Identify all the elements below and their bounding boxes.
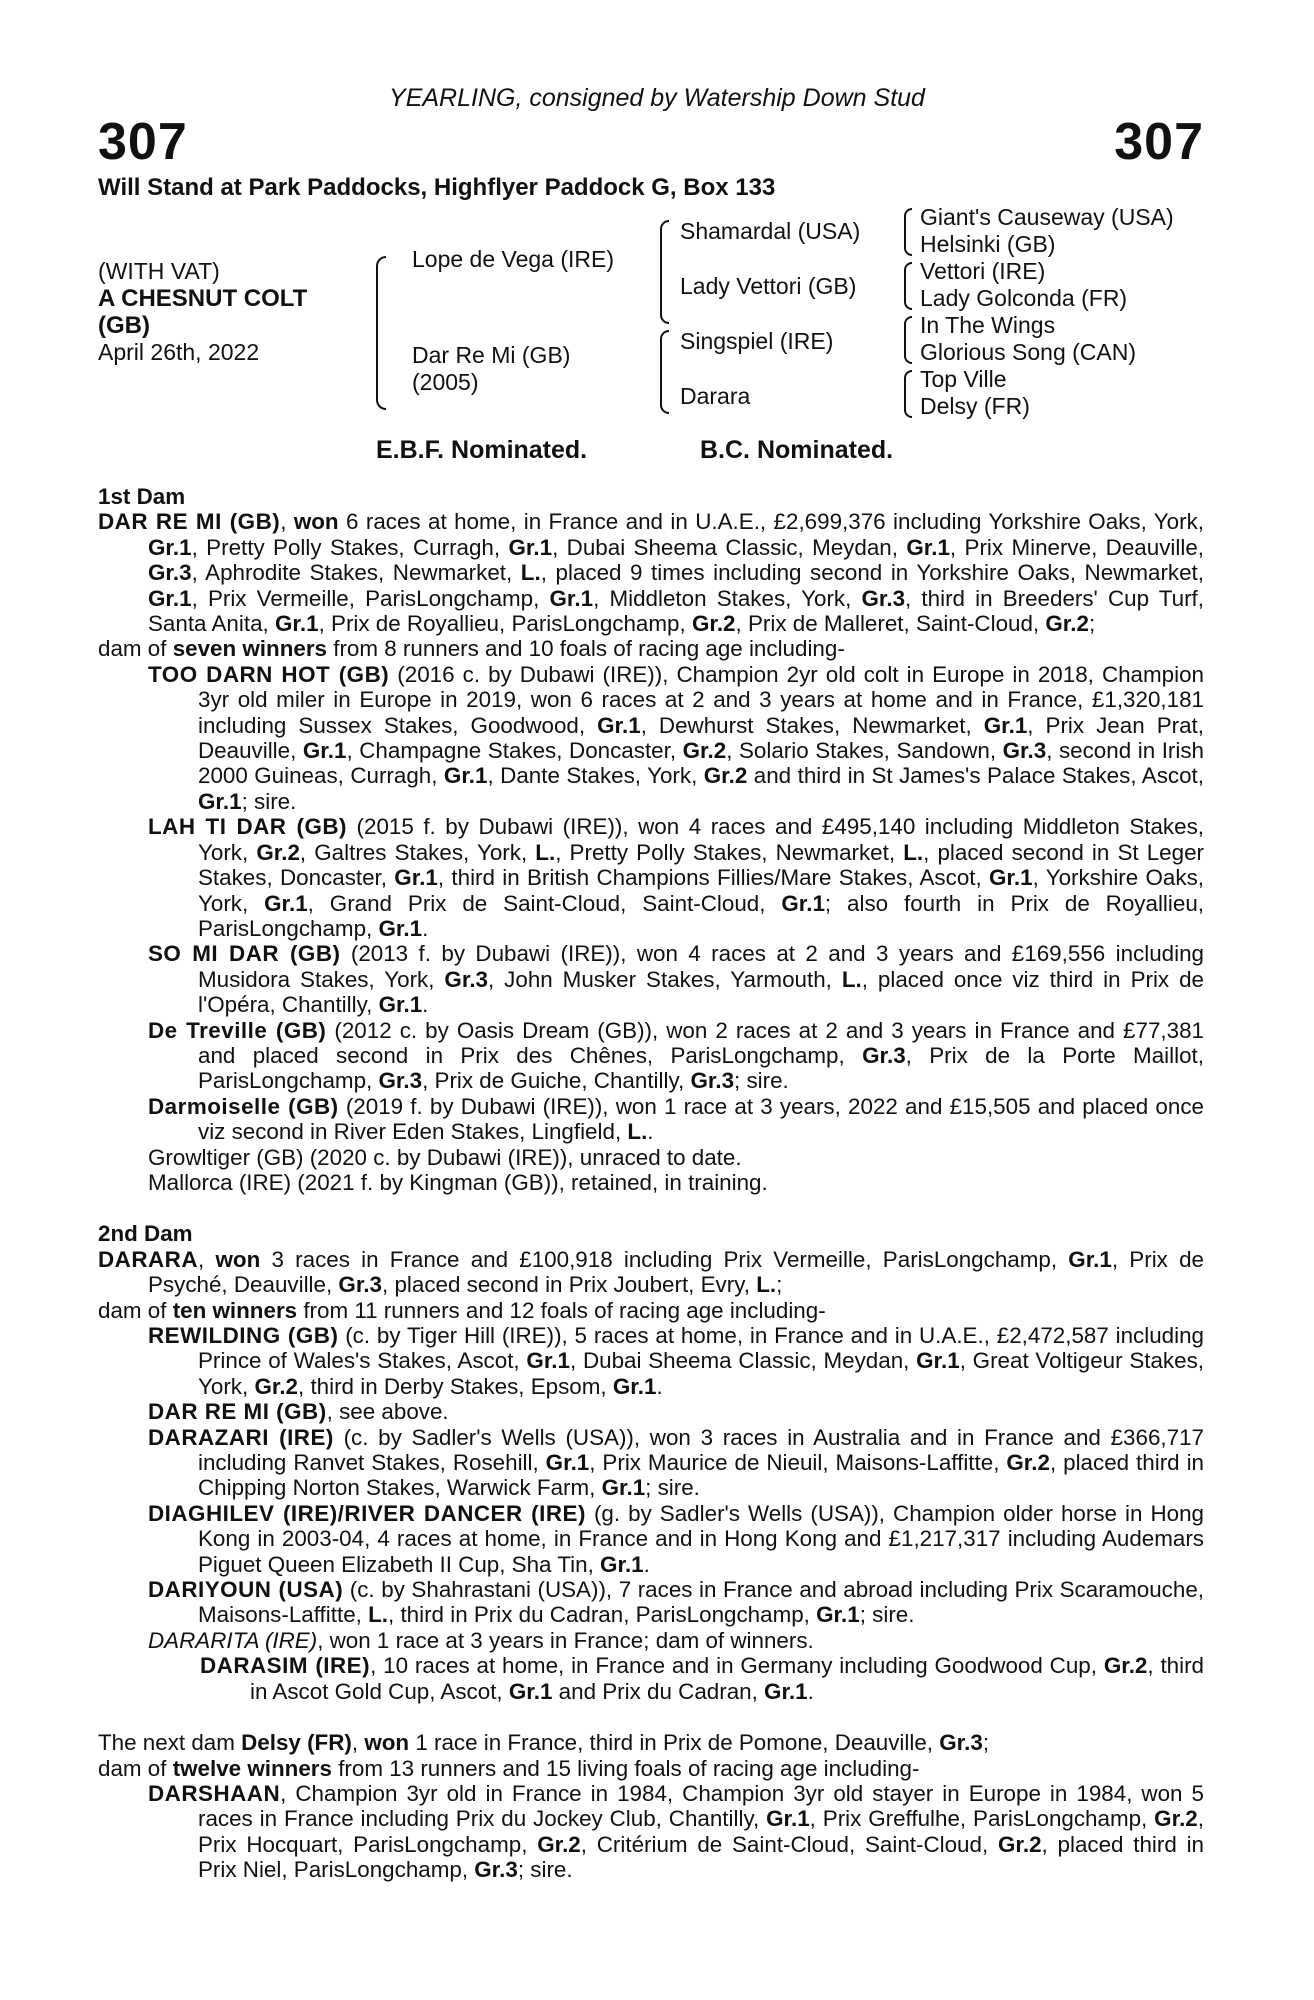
catalogue-body (98, 484, 1204, 1883)
pedigree-brace-main (376, 256, 386, 410)
foaling-date: April 26th, 2022 (98, 339, 260, 365)
progeny-entry: REWILDING (GB) (c. by Tiger Hill (IRE)), 5 races at home, in France and in U.A.E., £2,472,587 including Prince of Wales's Stakes, Ascot, Gr.1, Dubai Sheema Classic, Meydan, Gr.1, Great Voltigeur Stakes, York, Gr.2, third in Derby Stakes, Epsom, Gr.1. (148, 1323, 1204, 1399)
progeny-entry: De Treville (GB) (2012 c. by Oasis Dream (GB)), won 2 races at 2 and 3 years in France and £77,381 and placed second in Prix des Chênes, ParisLongchamp, Gr.3, Prix de la Porte Maillot, ParisLongchamp, Gr.3, Prix de Guiche, Chantilly, Gr.3; sire. (148, 1017, 1204, 1094)
progeny-entry: Darmoiselle (GB) (2019 f. by Dubawi (IRE)), won 1 race at 3 years, 2022 and £15,505 and placed once viz second in River Eden Stakes, Lingfield, L.. (148, 1093, 1204, 1145)
progeny-entry: DARARITA (IRE), won 1 race at 3 years in France; dam of winners. (148, 1627, 814, 1653)
first-dam-entry: DAR RE MI (GB), won 6 races at home, in France and in U.A.E., £2,699,376 including Yorkshire Oaks, York, Gr.1, Pretty Polly Stakes, Curragh, Gr.1, Dubai Sheema Classic, Meydan, Gr.1, Prix Minerve, Deauville, Gr.3, Aphrodite Stakes, Newmarket, L., placed 9 times including second in Yorkshire Oaks, Newmarket, Gr.1, Prix Vermeille, ParisLongchamp, Gr.1, Middleton Stakes, York, Gr.3, third in Breeders' Cup Turf, Santa Anita, Gr.1, Prix de Royallieu, ParisLongchamp, Gr.2, Prix de Malleret, Saint-Cloud, Gr.2; (98, 509, 1204, 637)
grand-progeny-entry: DARASIM (IRE), 10 races at home, in France and in Germany including Goodwood Cup, Gr.2, third in Ascot Gold Cup, Ascot, Gr.1 and Prix du Cadran, Gr.1. (200, 1653, 1205, 1704)
second-dam-entry: DARARA, won 3 races in France and £100,918 including Prix Vermeille, ParisLongchamp, Gr.1, Prix de Psyché, Deauville, Gr.3, placed second in Prix Joubert, Evry, L.; (98, 1246, 1204, 1298)
dam-year: (2005) (412, 369, 479, 395)
dam-sire: Singspiel (IRE) (680, 328, 834, 354)
g3-ancestor: In The Wings (920, 312, 1056, 338)
sire-dam: Lady Vettori (GB) (680, 273, 857, 299)
bc-nomination: B.C. Nominated. (700, 436, 894, 464)
g3-ancestor: Delsy (FR) (920, 393, 1030, 419)
g3-ancestor: Giant's Causeway (USA) (920, 204, 1174, 230)
sire-sire: Shamardal (USA) (680, 218, 861, 244)
stabling-line: Will Stand at Park Paddocks, Highflyer Paddock G, Box 133 (98, 174, 776, 201)
dam-dam: Darara (680, 383, 751, 409)
pedigree-brace-g3-2 (904, 262, 912, 310)
g3-ancestor: Glorious Song (CAN) (920, 339, 1137, 365)
sire: Lope de Vega (IRE) (412, 246, 615, 272)
progeny-entry: LAH TI DAR (GB) (2015 f. by Dubawi (IRE)), won 4 races and £495,140 including Middleton Stakes, York, Gr.2, Galtres Stakes, York, L., Pretty Polly Stakes, Newmarket, L., placed second in St Leger Stakes, Doncaster, Gr.1, third in British Champions Fillies/Mare Stakes, Ascot, Gr.1, Yorkshire Oaks, York, Gr.1, Grand Prix de Saint-Cloud, Saint-Cloud, Gr.1; also fourth in Prix de Royallieu, ParisLongchamp, Gr.1. (148, 814, 1205, 941)
dam: Dar Re Mi (GB) (412, 342, 571, 368)
progeny-entry: DAR RE MI (GB), see above. (148, 1399, 449, 1425)
vat-note: (WITH VAT) (98, 258, 220, 284)
consignment-line: YEARLING, consigned by Watership Down Stud (389, 84, 925, 112)
g3-ancestor: Lady Golconda (FR) (920, 285, 1128, 311)
progeny-entry: DIAGHILEV (IRE)/RIVER DANCER (IRE) (g. by Sadler's Wells (USA)), Champion older horse in Hong Kong in 2003-04, 4 races at home, in France and in Hong Kong and £1,217,317 including Audemars Piguet Queen Elizabeth II Cup, Sha Tin, Gr.1. (148, 1500, 1204, 1577)
first-dam-heading: 1st Dam (98, 484, 186, 509)
g3-ancestor: Vettori (IRE) (920, 258, 1046, 284)
second-dam-produce-summary: dam of ten winners from 11 runners and 12 foals of racing age including- (98, 1297, 826, 1323)
pedigree-brace-dam (660, 330, 669, 414)
progeny-entry: DARSHAAN, Champion 3yr old in France in 1984, Champion 3yr old stayer in Europe in 1984, won 5 races in France including Prix du Jockey Club, Chantilly, Gr.1, Prix Greffulhe, ParisLongchamp, Gr.2, Prix Hocquart, ParisLongchamp, Gr.2, Critérium de Saint-Cloud, Saint-Cloud, Gr.2, placed third in Prix Niel, ParisLongchamp, Gr.3; sire. (148, 1780, 1205, 1883)
g3-ancestor: Helsinki (GB) (920, 231, 1056, 257)
g3-ancestor: Top Ville (920, 366, 1007, 392)
lot-number-left: 307 (98, 113, 188, 171)
horse-name: A CHESNUT COLT (98, 285, 308, 312)
next-dam-entry: The next dam Delsy (FR), won 1 race in France, third in Prix de Pomone, Deauville, Gr.3; (98, 1730, 990, 1756)
pedigree-brace-g3-4 (904, 370, 912, 418)
progeny-entry: DARAZARI (IRE) (c. by Sadler's Wells (USA)), won 3 races in Australia and in France and £366,717 including Ranvet Stakes, Rosehill, Gr.1, Prix Maurice de Nieuil, Maisons-Laffitte, Gr.2, placed third in Chipping Norton Stakes, Warwick Farm, Gr.1; sire. (148, 1424, 1204, 1501)
first-dam-produce-summary: dam of seven winners from 8 runners and 10 foals of racing age including- (98, 636, 845, 662)
pedigree-brace-sire (660, 220, 669, 324)
pedigree-brace-g3-3 (904, 316, 912, 364)
progeny-entry: TOO DARN HOT (GB) (2016 c. by Dubawi (IRE)), Champion 2yr old colt in Europe in 2018, Champion 3yr old miler in Europe in 2019, won 6 races at 2 and 3 years at home and in France, £1,320,181 including Sussex Stakes, Goodwood, Gr.1, Dewhurst Stakes, Newmarket, Gr.1, Prix Jean Prat, Deauville, Gr.1, Champagne Stakes, Doncaster, Gr.2, Solario Stakes, Sandown, Gr.3, second in Irish 2000 Guineas, Curragh, Gr.1, Dante Stakes, York, Gr.2 and third in St James's Palace Stakes, Ascot, Gr.1; sire. (148, 661, 1205, 814)
progeny-entry: Mallorca (IRE) (2021 f. by Kingman (GB)), retained, in training. (148, 1169, 768, 1195)
horse-country: (GB) (98, 312, 150, 339)
lot-number-right: 307 (1114, 113, 1204, 171)
progeny-entry: DARIYOUN (USA) (c. by Shahrastani (USA)), 7 races in France and abroad including Prix Scaramouche, Maisons-Laffitte, L., third in Prix du Cadran, ParisLongchamp, Gr.1; sire. (148, 1577, 1204, 1628)
pedigree-brace-g3-1 (904, 208, 912, 256)
progeny-entry: SO MI DAR (GB) (2013 f. by Dubawi (IRE)), won 4 races at 2 and 3 years and £169,556 including Musidora Stakes, York, Gr.3, John Musker Stakes, Yarmouth, L., placed once viz third in Prix de l'Opéra, Chantilly, Gr.1. (148, 941, 1204, 1018)
next-dam-produce-summary: dam of twelve winners from 13 runners and 15 living foals of racing age including- (98, 1755, 920, 1781)
progeny-entry: Growltiger (GB) (2020 c. by Dubawi (IRE)), unraced to date. (148, 1144, 742, 1170)
ebf-nomination: E.B.F. Nominated. (376, 436, 588, 464)
second-dam-heading: 2nd Dam (98, 1221, 193, 1247)
